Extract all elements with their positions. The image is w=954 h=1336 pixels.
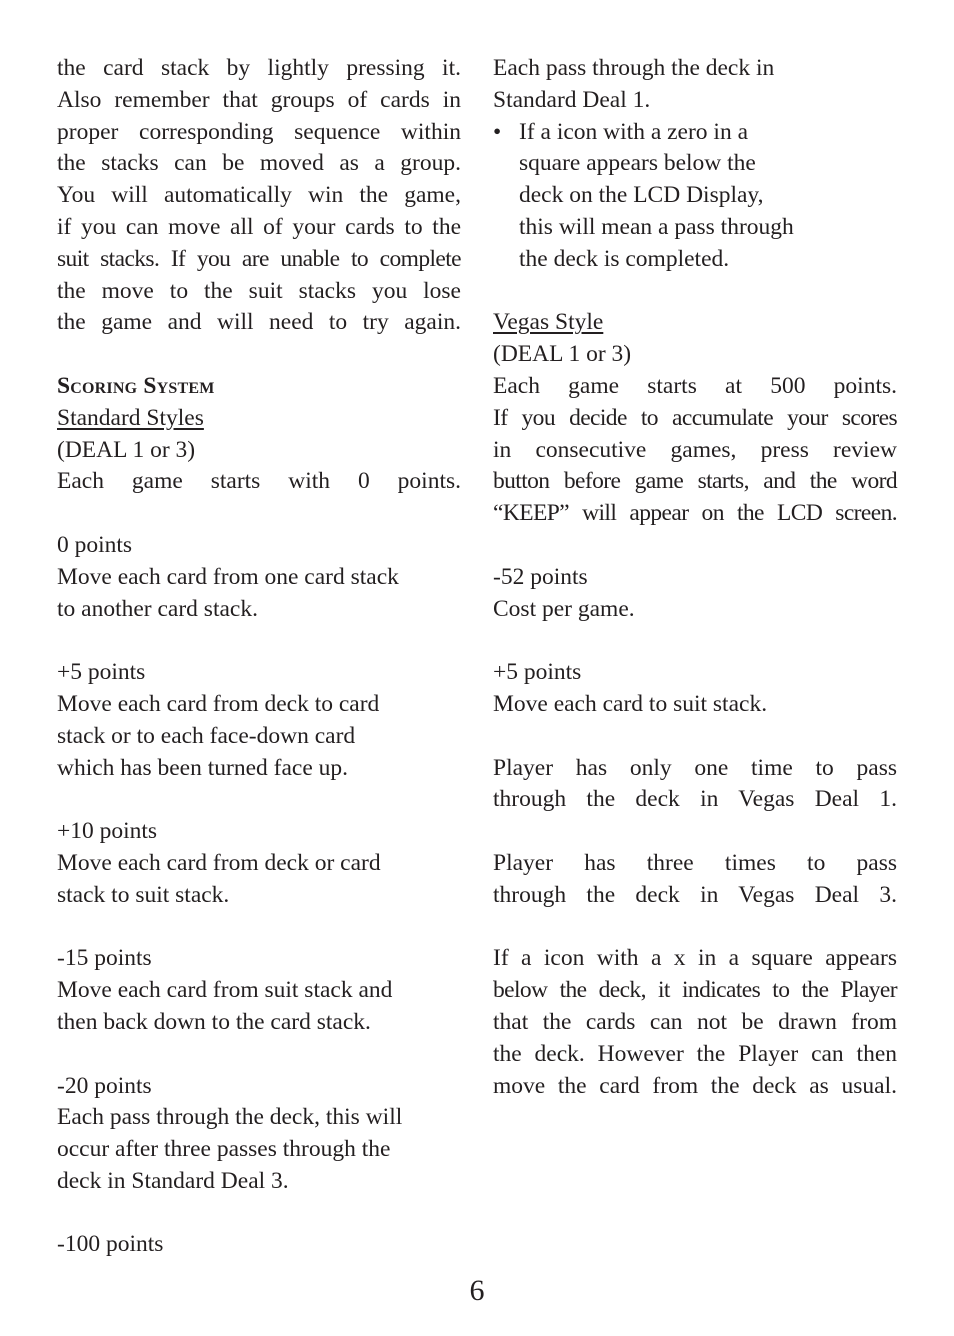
text-line: proper corresponding sequence within: [57, 118, 461, 145]
text-line: If a icon with a x in a square appears: [493, 945, 897, 972]
right-column: [493, 53, 897, 1102]
text-line: Also remember that groups of cards in: [57, 86, 461, 113]
rule-text: stack to suit stack.: [57, 881, 230, 908]
rule-block: [57, 1071, 461, 1198]
text-line: Each game starts at 500 points.: [493, 372, 897, 399]
text-line: If you decide to accumulate your scores: [493, 404, 897, 431]
text-line: Player has only one time to pass: [493, 754, 897, 781]
text-line: You will automatically win the game,: [57, 182, 461, 209]
text-line: if you can move all of your cards to the: [57, 213, 461, 240]
vegas-deal-note: (DEAL 1 or 3): [493, 341, 632, 368]
rule-text: to another card stack.: [57, 595, 258, 622]
text-line: button before game starts, and the word: [493, 468, 897, 495]
text-line: in consecutive games, press review: [493, 436, 897, 463]
standard-start-line: Each game starts with 0 points.: [57, 468, 461, 495]
rule-text: stack or to each face-down card: [57, 722, 356, 749]
text-line: move the card from the deck as usual.: [493, 1072, 897, 1099]
rule-text: occur after three passes through the: [57, 1136, 391, 1163]
points-label: +5 points: [493, 659, 582, 686]
text-line: the move to the suit stacks you lose: [57, 277, 461, 304]
points-label: -20 points: [57, 1072, 152, 1099]
standard-styles-heading: Standard Styles: [57, 404, 204, 431]
text-line: through the deck in Vegas Deal 3.: [493, 881, 897, 908]
text-line: the deck. However the Player can then: [493, 1040, 897, 1067]
bullet-text: the deck is completed.: [519, 245, 730, 272]
text-line: below the deck, it indicates to the Player: [493, 977, 897, 1004]
intro-paragraph: [57, 53, 461, 339]
rule-text: deck in Standard Deal 3.: [57, 1167, 289, 1194]
rule-block: [493, 657, 897, 721]
bullet-text: deck on the LCD Display,: [519, 182, 764, 209]
text-line: Standard Deal 1.: [493, 86, 651, 113]
standard-deal-note: (DEAL 1 or 3): [57, 436, 196, 463]
rule-text: Cost per game.: [493, 595, 635, 622]
points-label: 0 points: [57, 531, 133, 558]
text-line: through the deck in Vegas Deal 1.: [493, 786, 897, 813]
bullet-icon: •: [493, 118, 502, 145]
text-line: the stacks can be moved as a group.: [57, 150, 461, 177]
bullet-text: If a icon with a zero in a: [519, 118, 749, 145]
rule-text: Move each card from deck or card: [57, 849, 381, 876]
x-icon-paragraph: [493, 943, 897, 1102]
rule-block: [493, 562, 897, 626]
vegas-deal1-paragraph: [493, 753, 897, 817]
text-line: “KEEP” will appear on the LCD screen.: [493, 500, 897, 527]
section-heading: Scoring System: [57, 372, 215, 399]
rule-block: [57, 943, 461, 1038]
points-label: +5 points: [57, 659, 146, 686]
rule-text: Move each card from one card stack: [57, 563, 399, 590]
points-label: +10 points: [57, 818, 158, 845]
rule-text: then back down to the card stack.: [57, 1008, 371, 1035]
text-line: suit stacks. If you are unable to complete: [57, 245, 461, 272]
page-number: 6: [469, 1274, 485, 1307]
points-label: -52 points: [493, 563, 588, 590]
vegas-deal3-paragraph: [493, 848, 897, 912]
text-line: the game and will need to try again.: [57, 309, 461, 336]
bullet-item: [493, 117, 897, 276]
points-label: -100 points: [57, 1231, 164, 1258]
text-line: that the cards can not be drawn from: [493, 1008, 897, 1035]
rule-text: Each pass through the deck, this will: [57, 1104, 403, 1131]
text-line: the card stack by lightly pressing it.: [57, 55, 461, 81]
bullet-text: square appears below the: [519, 150, 756, 177]
vegas-style-heading: Vegas Style: [493, 309, 604, 336]
rule-text: Move each card from deck to card: [57, 690, 380, 717]
rule-text: Move each card to suit stack.: [493, 690, 768, 717]
text-line: Player has three times to pass: [493, 849, 897, 876]
text-line: Each pass through the deck in: [493, 55, 775, 81]
rule-text: Move each card from suit stack and: [57, 977, 393, 1004]
vegas-intro-paragraph: [493, 371, 897, 530]
points-label: -15 points: [57, 945, 152, 972]
bullet-text: this will mean a pass through: [519, 213, 794, 240]
left-column: [57, 53, 461, 1261]
rule-text: which has been turned face up.: [57, 754, 349, 781]
rule-block: [57, 657, 461, 784]
rule-block: [57, 530, 461, 625]
rule-block: [57, 816, 461, 911]
